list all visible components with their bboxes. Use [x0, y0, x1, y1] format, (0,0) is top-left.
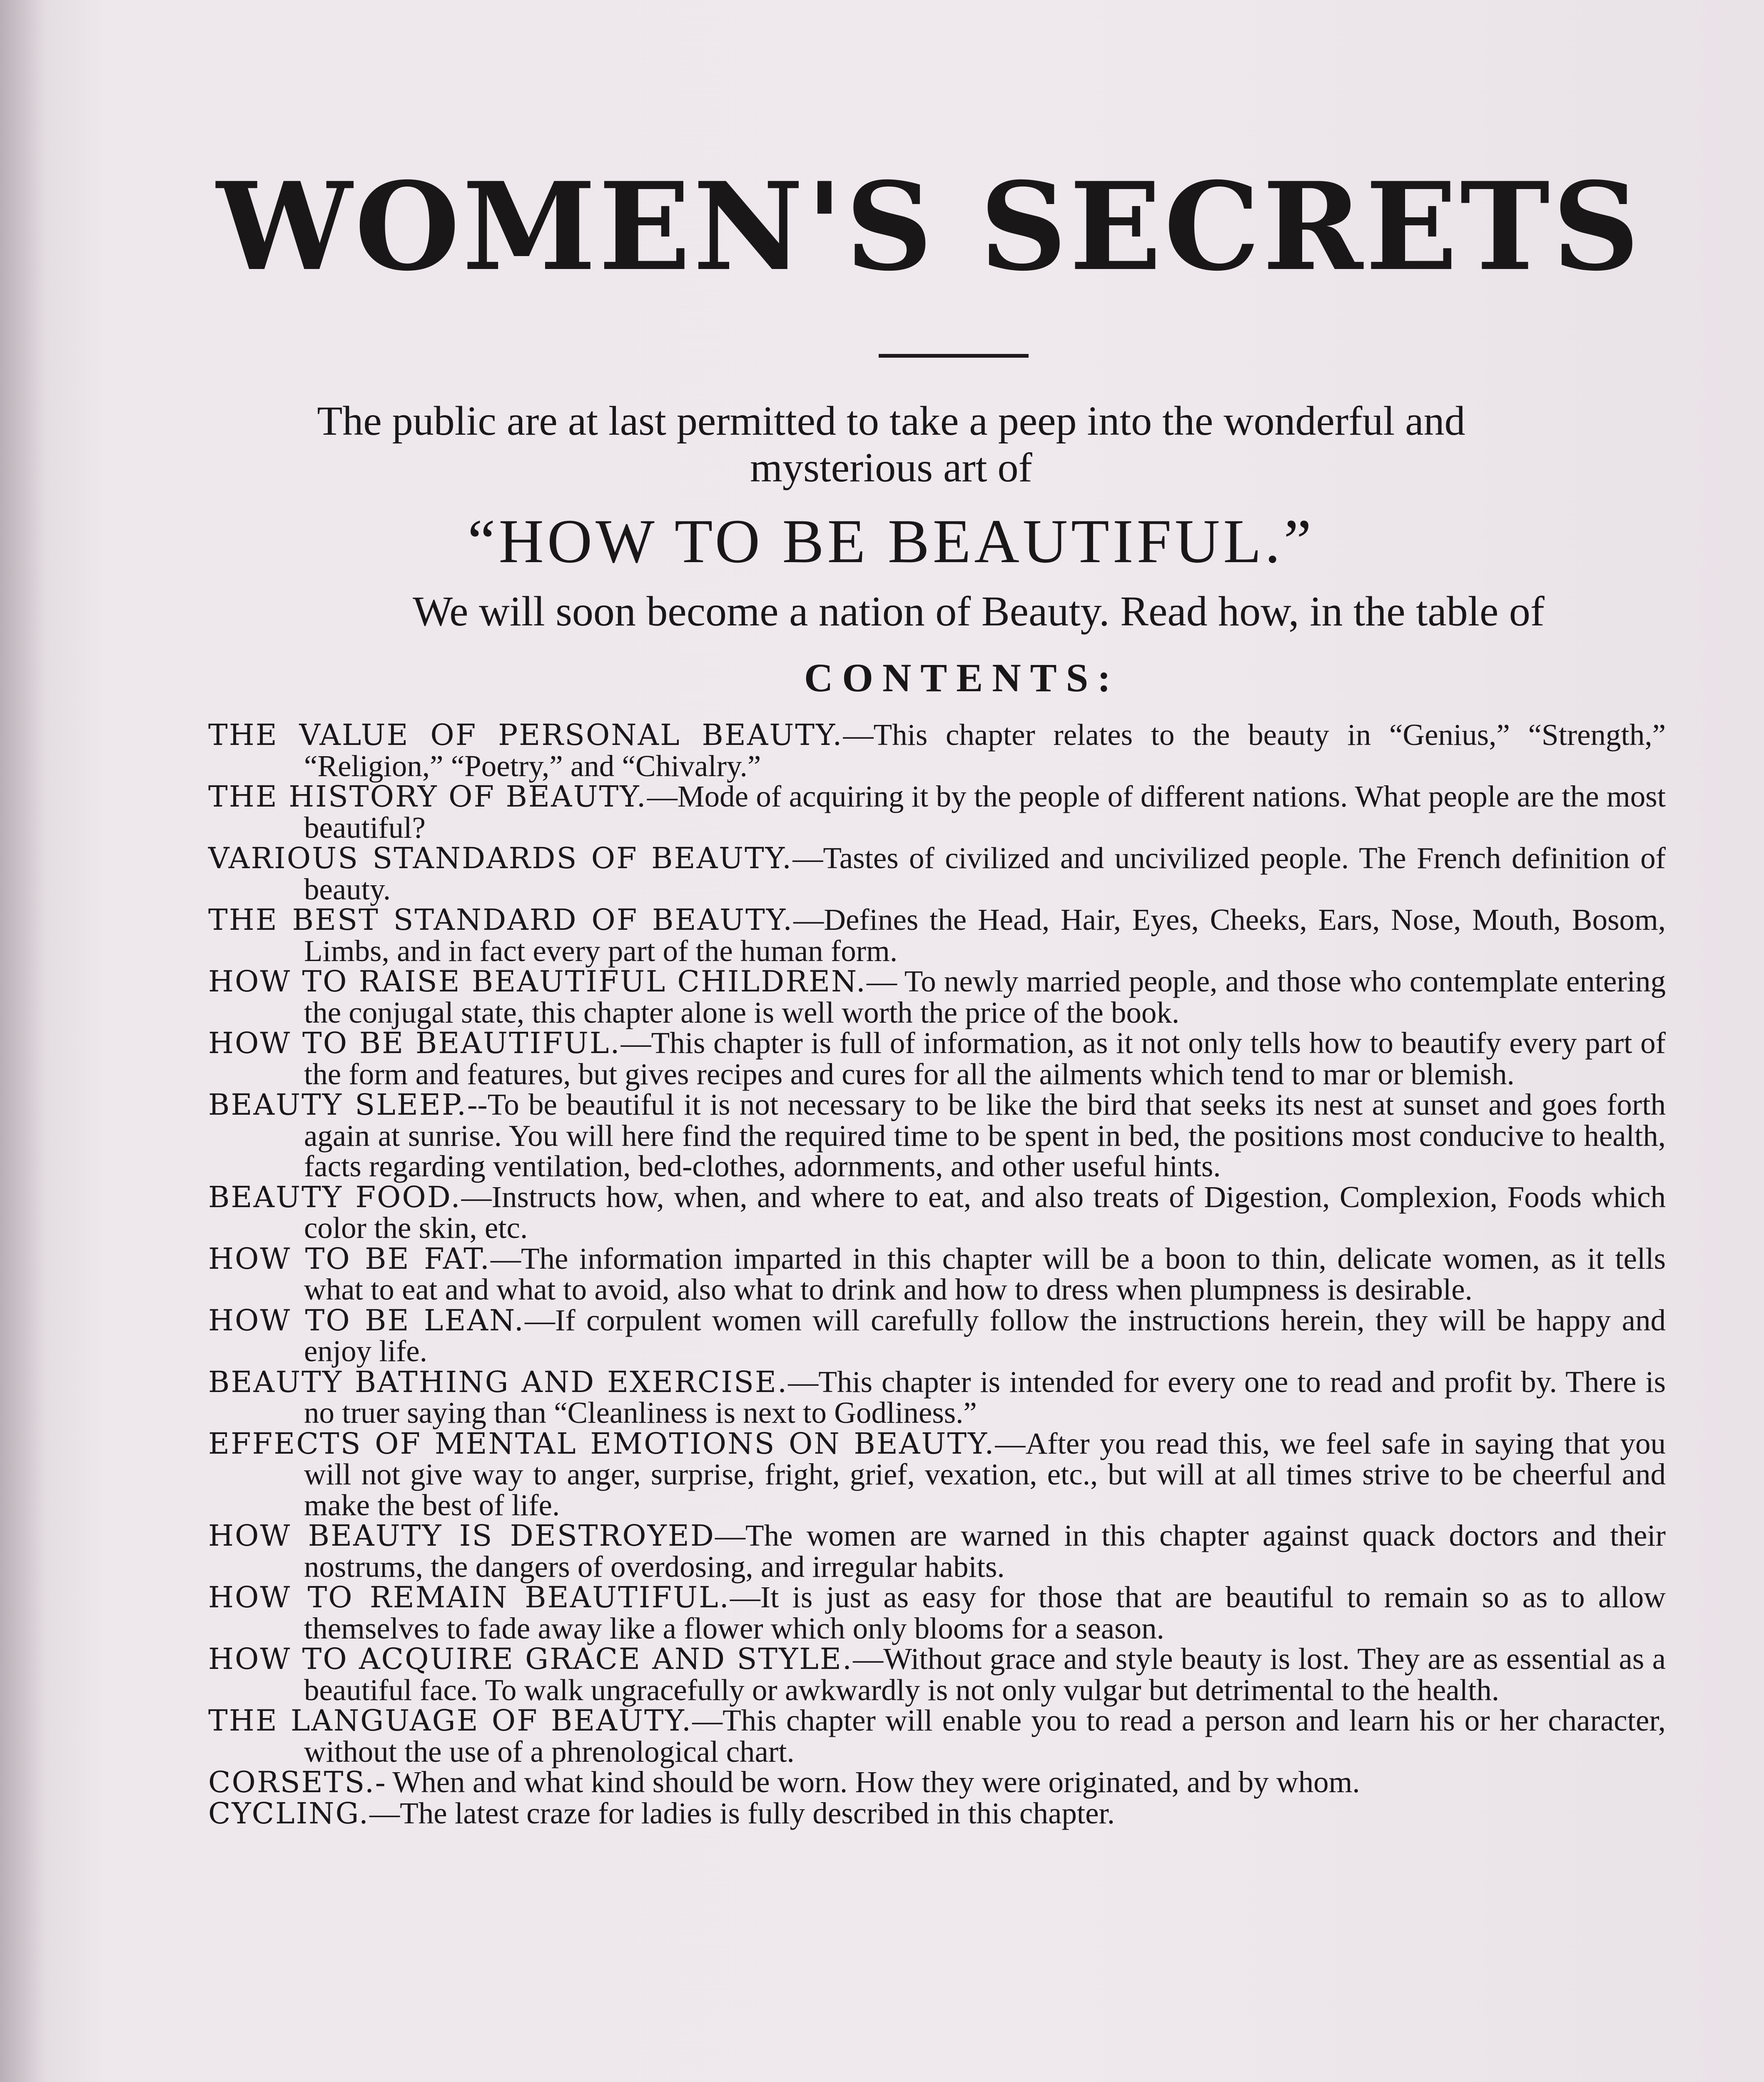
entry-text: —The information imparted in this chapter will be a boon to thin, delicate women, as it tells what to eat and what to avoid, also what to drink and how to dress when plumpness is desirable. [304, 1241, 1666, 1306]
entry-text: —This chapter is full of information, as it not only tells how to beautify every part of the form and features, but gives recipes and cures for all the ailments which tend to mar or blemish. [304, 1026, 1666, 1091]
entry-heading: THE VALUE OF PERSONAL BEAUTY. [208, 718, 843, 752]
entry-heading: BEAUTY SLEEP. [208, 1088, 468, 1122]
contents-entry [208, 1428, 1666, 1521]
nation-line: We will soon become a nation of Beauty. Read how, in the table of [413, 588, 1545, 635]
intro-text: The public are at last permitted to take a peep into the wonderful and mysterious art of [317, 398, 1465, 491]
entry-heading: THE BEST STANDARD OF BEAUTY. [208, 903, 794, 937]
contents-entry [208, 1582, 1666, 1644]
entry-text: —Mode of acquiring it by the people of different nations. What people are the most beautiful? [304, 780, 1666, 844]
contents-entry [208, 843, 1666, 904]
contents-entry [208, 1520, 1666, 1582]
entry-text: —The women are warned in this chapter against quack doctors and their nostrums, the dangers of overdosing, and irregular habits. [304, 1519, 1666, 1584]
entry-text: —If corpulent women will carefully follow the instructions herein, they will be happy and enjoy life. [304, 1303, 1666, 1368]
contents-entry [208, 904, 1666, 966]
entry-text: —Without grace and style beauty is lost. They are as essential as a beautiful face. To walk ungracefully or awkwardly is not only vulgar but detrimental to the health. [304, 1642, 1666, 1707]
entry-text: —Defines the Head, Hair, Eyes, Cheeks, Ears, Nose, Mouth, Bosom, Limbs, and in fact every part of the human form. [304, 903, 1666, 968]
book-title-quote: “HOW TO BE BEAUTIFUL.” [467, 507, 1315, 576]
contents-list [208, 720, 1666, 1829]
entry-heading: HOW TO ACQUIRE GRACE AND STYLE. [208, 1642, 853, 1676]
entry-heading: BEAUTY FOOD. [208, 1180, 461, 1214]
contents-entry [208, 1798, 1666, 1829]
contents-entry [208, 1705, 1666, 1767]
contents-entry [208, 1305, 1666, 1367]
entry-text: —Tastes of civilized and uncivilized people. The French definition of beauty. [304, 841, 1666, 906]
contents-entry [208, 1243, 1666, 1305]
entry-text: — To newly married people, and those who contemplate entering the conjugal state, this chapter alone is well worth the price of the book. [304, 964, 1666, 1029]
entry-heading: HOW TO BE LEAN. [208, 1303, 525, 1337]
entry-text: —Instructs how, when, and where to eat, and also treats of Digestion, Complexion, Foods which color the skin, etc. [304, 1180, 1666, 1245]
entry-heading: THE LANGUAGE OF BEAUTY. [208, 1703, 693, 1738]
entry-heading: HOW TO REMAIN BEAUTIFUL. [208, 1580, 730, 1614]
contents-entry [208, 1028, 1666, 1089]
entry-heading: HOW TO RAISE BEAUTIFUL CHILDREN. [208, 964, 867, 999]
entry-heading: EFFECTS OF MENTAL EMOTIONS ON BEAUTY. [208, 1426, 995, 1461]
contents-entry [208, 966, 1666, 1028]
page-title: WOMEN'S SECRETS [217, 156, 1642, 298]
entry-text: —This chapter is intended for every one to read and profit by. There is no truer saying than “Cleanliness is next to Godliness.” [304, 1365, 1666, 1430]
contents-entry [208, 1367, 1666, 1428]
entry-heading: CYCLING. [208, 1796, 370, 1830]
entry-text: —This chapter will enable you to read a person and learn his or her character, without the use of a phrenological chart. [304, 1703, 1666, 1768]
entry-heading: VARIOUS STANDARDS OF BEAUTY. [208, 841, 793, 875]
entry-heading: HOW TO BE FAT. [208, 1241, 491, 1276]
entry-text: —This chapter relates to the beauty in “Genius,” “Strength,” “Religion,” “Poetry,” and “Chivalry.” [304, 718, 1666, 783]
entry-text: —It is just as easy for those that are beautiful to remain so as to allow themselves to fade away like a flower which only blooms for a season. [304, 1580, 1666, 1645]
contents-heading: CONTENTS: [804, 655, 1120, 700]
entry-text: - When and what kind should be worn. How they were originated, and by whom. [375, 1765, 1360, 1799]
contents-entry [208, 1182, 1666, 1243]
entry-heading: HOW TO BE BEAUTIFUL. [208, 1026, 621, 1060]
contents-entry [208, 720, 1666, 781]
entry-text: —The latest craze for ladies is fully described in this chapter. [369, 1796, 1115, 1830]
entry-heading: THE HISTORY OF BEAUTY. [208, 780, 647, 814]
entry-heading: HOW BEAUTY IS DESTROYED [208, 1519, 715, 1553]
entry-heading: BEAUTY BATHING AND EXERCISE. [208, 1365, 788, 1399]
contents-entry [208, 1644, 1666, 1705]
contents-entry [208, 781, 1666, 843]
entry-text: —After you read this, we feel safe in saying that you will not give way to anger, surprise, fright, grief, vexation, etc., but will at all times strive to be cheerful and make the best of life. [304, 1426, 1666, 1522]
page-shadow [0, 0, 46, 2082]
divider [879, 354, 1029, 358]
contents-entry [208, 1767, 1666, 1798]
entry-heading: CORSETS. [208, 1765, 376, 1799]
entry-text: --To be beautiful it is not necessary to be like the bird that seeks its nest at sunset and goes forth again at sunrise. You will here find the required time to be spent in bed, the positions most conducive to health, facts regarding ventilation, bed-clothes, adornments, and other useful hints. [304, 1088, 1666, 1183]
contents-entry [208, 1089, 1666, 1182]
